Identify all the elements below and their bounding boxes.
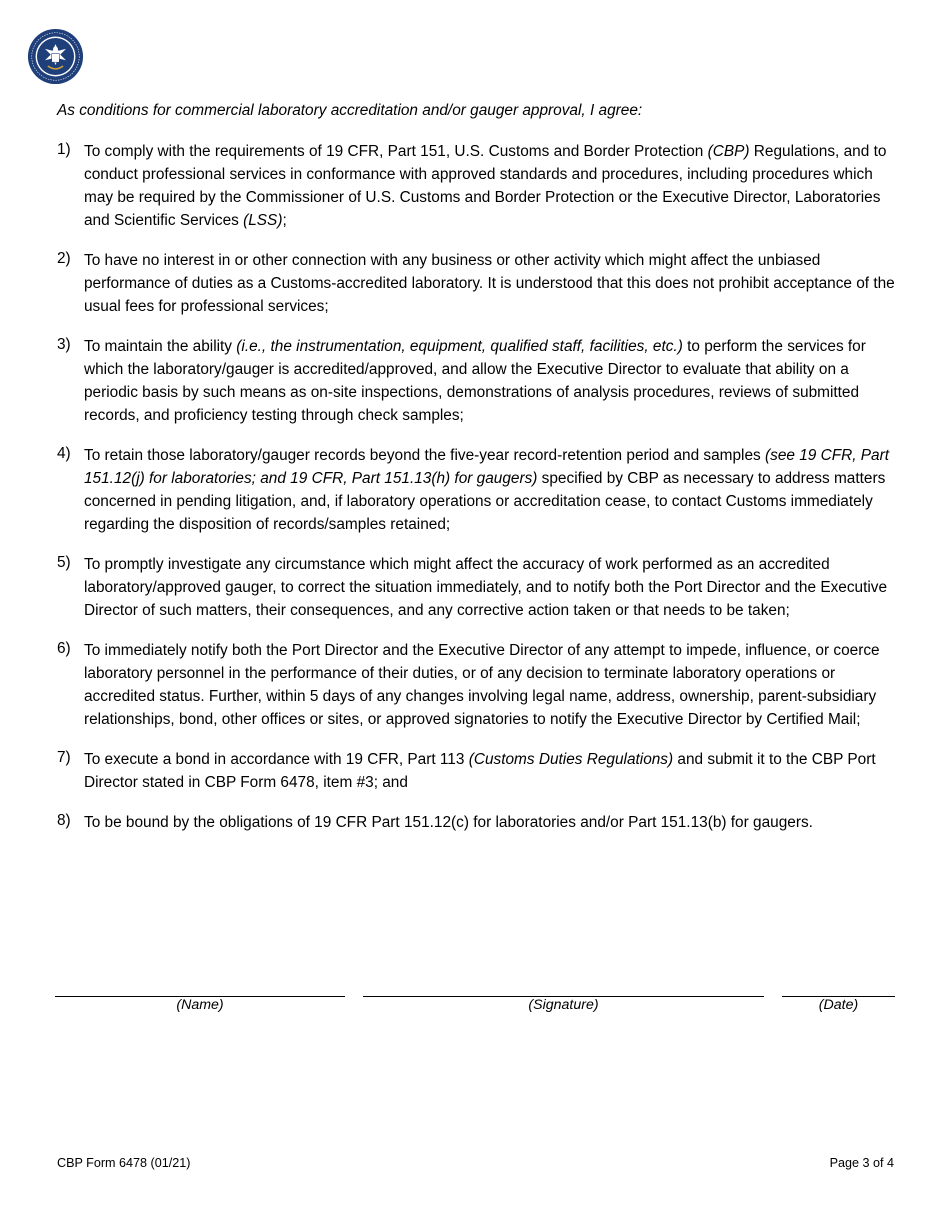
- condition-text: [84, 444, 897, 536]
- condition-text: [84, 140, 897, 232]
- condition-text-run: To maintain the ability: [84, 338, 237, 355]
- condition-text: [84, 639, 897, 731]
- intro-statement: As conditions for commercial laboratory accreditation and/or gauger approval, I agree:: [57, 102, 643, 119]
- condition-text: [84, 249, 897, 318]
- condition-item: [57, 335, 897, 427]
- condition-text-run: ;: [282, 212, 287, 229]
- condition-text: [84, 553, 897, 622]
- condition-item: [57, 249, 897, 318]
- condition-text-italic: (LSS): [243, 212, 283, 229]
- condition-text-italic: (Customs Duties Regulations): [468, 751, 674, 768]
- condition-text-italic: (i.e., the instrumentation, equipment, qualified staff, facilities, etc.): [236, 338, 683, 355]
- condition-text-run: and submit it to the CBP Port Director stated in CBP Form 6478, item #3; and: [84, 751, 876, 791]
- signature-label: (Signature): [528, 997, 599, 1013]
- page-number: Page 3 of 4: [829, 1156, 894, 1170]
- condition-text-run: To be bound by the obligations of 19 CFR Part 151.12(c) for laboratories and/or Part 151.13(b) for gaugers.: [84, 814, 813, 831]
- condition-number: 7): [57, 749, 71, 766]
- condition-text: [84, 748, 897, 794]
- condition-item: [57, 553, 897, 622]
- condition-text-italic: (see 19 CFR, Part 151.12(j) for laboratories; and 19 CFR, Part 151.13(h) for gaugers): [84, 447, 890, 487]
- condition-item: [57, 140, 897, 232]
- condition-text: [84, 811, 897, 834]
- condition-text-run: To immediately notify both the Port Director and the Executive Director of any attempt to impede, influence, or coerce laboratory personnel in the performance of their duties, or of any decision to terminate laboratory operations or accredited status. Further, within 5 days of any changes involving legal name, address, ownership, parent-subsidiary relationships, bond, other offices or sites, or approved signatories to notify the Executive Director by Certified Mail;: [84, 642, 880, 728]
- signature-block: [0, 996, 950, 1016]
- condition-text-italic: (CBP): [707, 143, 750, 160]
- condition-item: [57, 444, 897, 536]
- condition-item: [57, 639, 897, 731]
- date-label: (Date): [818, 997, 859, 1013]
- condition-text-run: specified by CBP as necessary to address matters concerned in pending litigation, and, if laboratory operations or accreditation cease, to contact Customs immediately regarding the disposition of records/samples retained;: [84, 470, 886, 533]
- condition-text-run: to perform the services for which the laboratory/gauger is accredited/approved, and allow the Executive Director to evaluate that ability on a periodic basis by such means as on-site inspections, demonstrations of analysis procedures, reviews of submitted records, and proficiency testing through check samples;: [84, 338, 866, 424]
- condition-text-run: To have no interest in or other connection with any business or other activity which might affect the unbiased performance of duties as a Customs-accredited laboratory. It is understood that this does not prohibit acceptance of the usual fees for professional services;: [84, 252, 895, 315]
- condition-text: [84, 335, 897, 427]
- condition-item: [57, 811, 897, 834]
- dhs-seal-icon: [27, 28, 84, 85]
- condition-number: 4): [57, 445, 71, 462]
- condition-number: 5): [57, 554, 71, 571]
- conditions-list: [57, 140, 897, 851]
- condition-number: 6): [57, 640, 71, 657]
- condition-number: 8): [57, 812, 71, 829]
- condition-text-run: To comply with the requirements of 19 CFR, Part 151, U.S. Customs and Border Protection: [84, 143, 708, 160]
- condition-text-run: Regulations, and to conduct professional services in conformance with approved standards and procedures, including procedures which may be required by the Commissioner of U.S. Customs and Border Protection or the Executive Director, Laboratories and Scientific Services: [84, 143, 887, 229]
- name-label: (Name): [176, 997, 224, 1013]
- form-id: CBP Form 6478 (01/21): [57, 1156, 191, 1170]
- condition-text-run: To promptly investigate any circumstance which might affect the accuracy of work performed as an accredited laboratory/approved gauger, to correct the situation immediately, and to notify both the Port Director and the Executive Director of such matters, their consequences, and any corrective action taken or that needs to be taken;: [84, 556, 888, 619]
- condition-item: [57, 748, 897, 794]
- condition-number: 3): [57, 336, 71, 353]
- condition-text-run: To retain those laboratory/gauger records beyond the five-year record-retention period and samples: [84, 447, 765, 464]
- condition-text-run: To execute a bond in accordance with 19 CFR, Part 113: [84, 751, 469, 768]
- condition-number: 1): [57, 141, 71, 158]
- condition-number: 2): [57, 250, 71, 267]
